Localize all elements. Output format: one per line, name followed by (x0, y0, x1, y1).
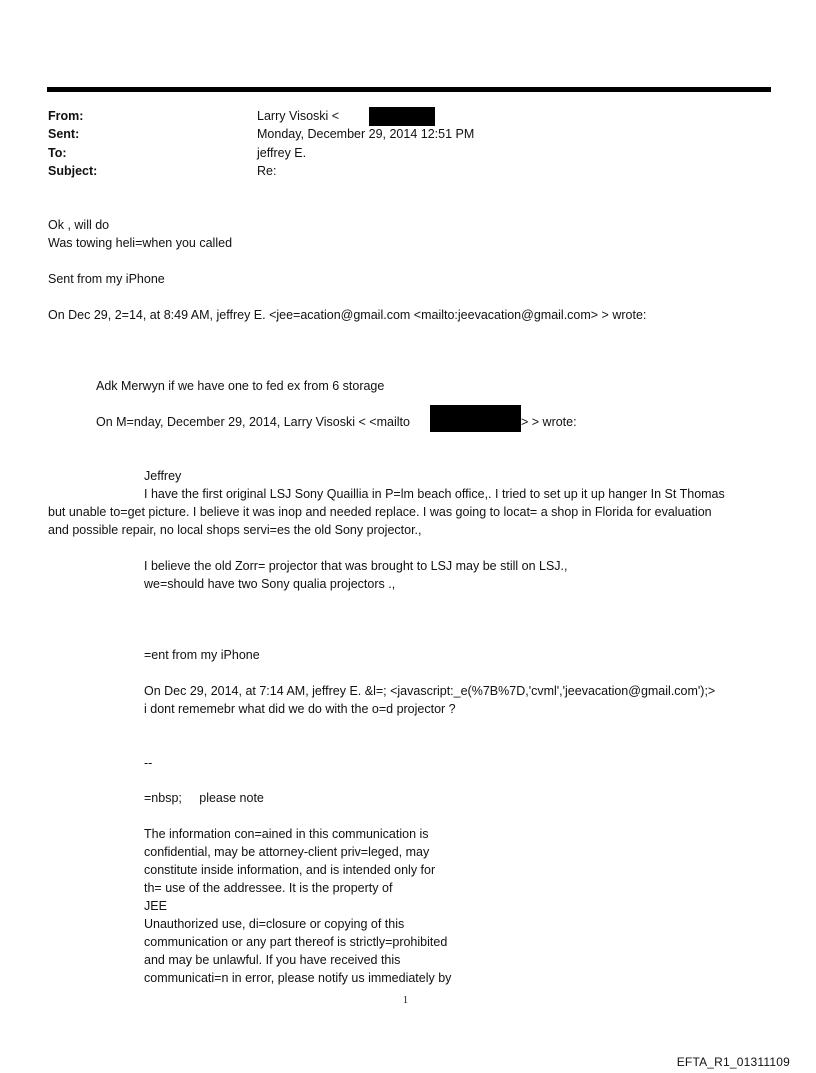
to-value: jeffrey E. (257, 146, 307, 160)
document-id: EFTA_R1_01311109 (676, 1055, 790, 1069)
disclaimer-line: communicati=n in error, please notify us immediately by (144, 971, 452, 985)
disclaimer-line: Unauthorized use, di=closure or copying of this (144, 917, 405, 931)
nbsp-note: =nbsp; please note (144, 791, 264, 805)
quote-header-2-post: > > wrote: (521, 415, 577, 429)
redaction-box (369, 107, 435, 126)
redaction-box (430, 405, 521, 432)
ask-line: Adk Merwyn if we have one to fed ex from 6 storage (96, 379, 385, 393)
disclaimer-line: th= use of the addressee. It is the property of (144, 881, 393, 895)
paragraph-2-line-2: we=should have two Sony qualia projectors ., (144, 577, 396, 591)
disclaimer-line: JEE (144, 899, 167, 913)
disclaimer-line: constitute inside information, and is intended only for (144, 863, 436, 877)
from-label: From: (48, 109, 84, 123)
sent-label: Sent: (48, 127, 80, 141)
disclaimer-line: and may be unlawful. If you have received this (144, 953, 401, 967)
paragraph-1-line-2: but unable to=get picture. I believe it was inop and needed replace. I was going to locat= a shop in Florida for evaluation (48, 505, 712, 519)
reply-line-2: Was towing heli=when you called (48, 236, 233, 250)
paragraph-1-line-3: and possible repair, no local shops servi=es the old Sony projector., (48, 523, 422, 537)
paragraph-2-line-1: I believe the old Zorr= projector that was brought to LSJ may be still on LSJ., (144, 559, 568, 573)
greeting: Jeffrey (144, 469, 182, 483)
sent-from-iphone: Sent from my iPhone (48, 272, 165, 286)
question-line: i dont rememebr what did we do with the o=d projector ? (144, 702, 456, 716)
subject-label: Subject: (48, 164, 98, 178)
header-rule (47, 87, 771, 92)
disclaimer-line: communication or any part thereof is strictly=prohibited (144, 935, 448, 949)
from-value: Larry Visoski < (257, 109, 340, 123)
sent-value: Monday, December 29, 2014 12:51 PM (257, 127, 475, 141)
subject-value: Re: (257, 164, 277, 178)
quote-header-1: On Dec 29, 2=14, at 8:49 AM, jeffrey E. <jee=acation@gmail.com <mailto:jeevacation@gmail.com> > wrote: (48, 308, 647, 322)
sent-from-iphone: =ent from my iPhone (144, 648, 260, 662)
paragraph-1-line-1: I have the first original LSJ Sony Quaillia in P=lm beach office,. I tried to set up it up hanger In St Thomas (144, 487, 725, 501)
disclaimer (144, 825, 504, 987)
to-label: To: (48, 146, 67, 160)
quote-header-3: On Dec 29, 2014, at 7:14 AM, jeffrey E. &l=; <javascript:_e(%7B%7D,'cvml','jeevacation@gmail.com');> (144, 684, 716, 698)
quote-header-2-pre: On M=nday, December 29, 2014, Larry Visoski < <mailto (96, 415, 410, 429)
disclaimer-line: confidential, may be attorney-client priv=leged, may (144, 845, 430, 859)
disclaimer-line: The information con=ained in this communication is (144, 827, 429, 841)
page-number: 1 (403, 995, 408, 1006)
reply-line-1: Ok , will do (48, 218, 110, 232)
signature-dash: -- (144, 756, 153, 770)
